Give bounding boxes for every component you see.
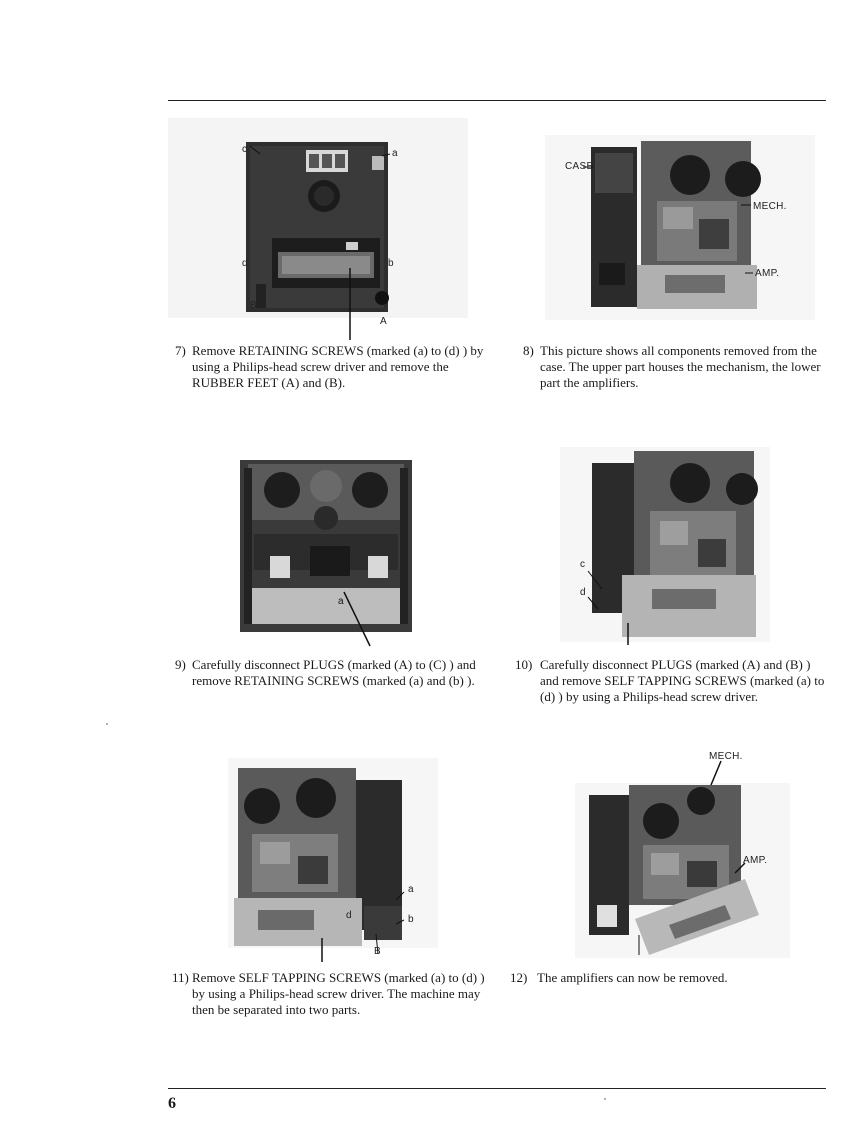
figure-11-label-b: b bbox=[408, 914, 414, 925]
step-number: 8) bbox=[523, 343, 534, 358]
step-number: 11) bbox=[172, 970, 189, 985]
figure-9-label-a: a bbox=[338, 596, 344, 607]
figure-7-label-c: c bbox=[242, 144, 248, 155]
scan-speck bbox=[604, 1098, 606, 1100]
figure-9-photo bbox=[240, 460, 412, 650]
figure-8-label-amp: AMP. bbox=[755, 268, 780, 279]
step-text: Remove SELF TAPPING SCREWS (marked (a) to (d) ) by using a Philips-head screw driver. The machine may then be separated into two parts. bbox=[192, 970, 485, 1017]
figure-10-label-c: c bbox=[580, 559, 586, 570]
figure-8-photo bbox=[545, 135, 815, 320]
figure-10-label-d: d bbox=[580, 587, 586, 598]
page-number: 6 bbox=[168, 1095, 176, 1112]
figure-7-label-a: a bbox=[392, 148, 398, 159]
figure-7-label-B: B bbox=[250, 300, 257, 311]
figure-11-label-d: d bbox=[346, 910, 352, 921]
step-text: Carefully disconnect PLUGS (marked (A) and (B) ) and remove SELF TAPPING SCREWS (marked (a) to (d) ) by using a Philips-head screw driver. bbox=[540, 657, 825, 704]
step-text: This picture shows all components removed from the case. The upper part houses the mechanism, the lower part the amplifiers. bbox=[540, 343, 821, 390]
figure-7-photo bbox=[168, 118, 468, 343]
figure-10-photo bbox=[560, 447, 770, 647]
scan-speck bbox=[106, 723, 108, 725]
step-number: 7) bbox=[175, 343, 186, 358]
step-text: Remove RETAINING SCREWS (marked (a) to (d) ) by using a Philips-head screw driver and remove the RUBBER FEET (A) and (B). bbox=[192, 343, 484, 390]
figure-12-label-mech: MECH. bbox=[709, 751, 743, 762]
figure-12-photo bbox=[575, 751, 790, 960]
figure-7-label-d: d bbox=[242, 258, 248, 269]
figure-11-photo bbox=[228, 758, 438, 963]
footer-rule bbox=[168, 1088, 826, 1089]
step-number: 12) bbox=[510, 970, 528, 985]
figure-12-label-amp: AMP. bbox=[743, 855, 768, 866]
step-number: 9) bbox=[175, 657, 186, 672]
step-text: Carefully disconnect PLUGS (marked (A) to (C) ) and remove RETAINING SCREWS (marked (a) and (b) ). bbox=[192, 657, 476, 688]
step-number: 10) bbox=[515, 657, 533, 672]
figure-8-label-mech: MECH. bbox=[753, 201, 787, 212]
step-text: The amplifiers can now be removed. bbox=[537, 970, 728, 985]
figure-11-label-B: B bbox=[374, 946, 381, 957]
figure-11-label-a: a bbox=[408, 884, 414, 895]
header-rule bbox=[168, 100, 826, 101]
figure-8-label-case: CASE bbox=[565, 161, 594, 172]
figure-7-label-A: A bbox=[380, 316, 387, 327]
figure-7-label-b: b bbox=[388, 258, 394, 269]
